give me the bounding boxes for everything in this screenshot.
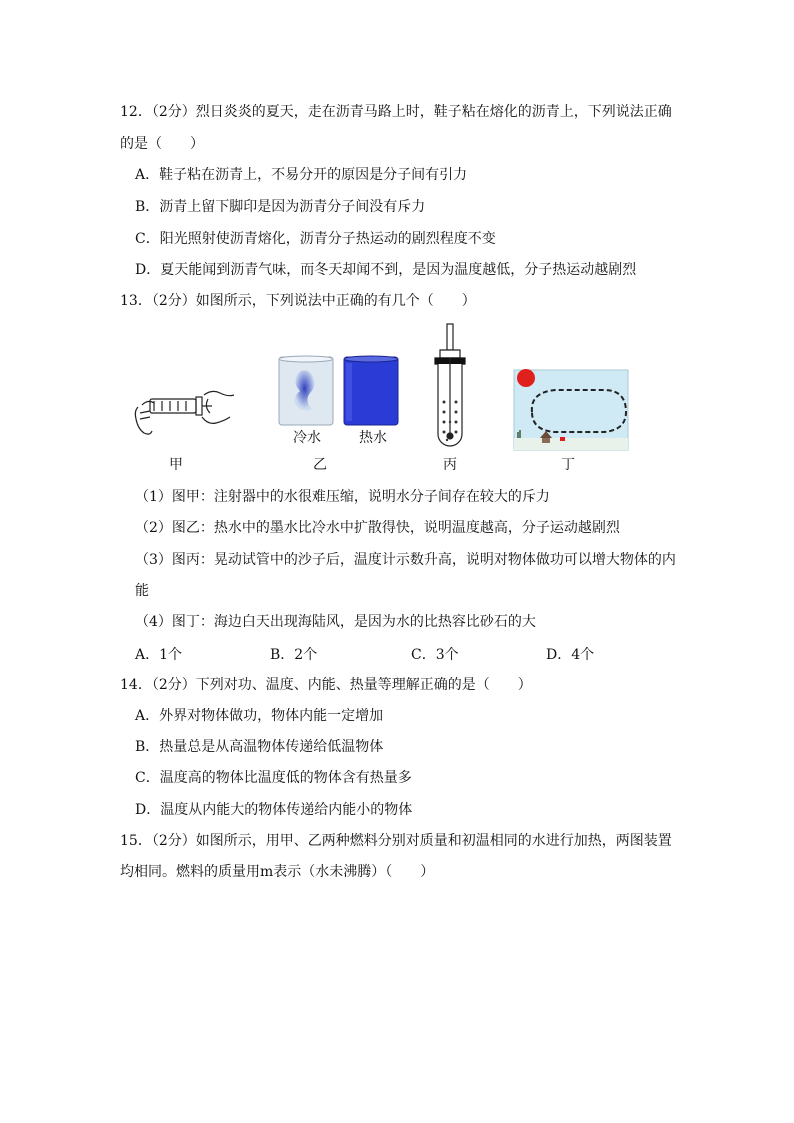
q12-stem-line2: 的是（ ） [120, 136, 204, 152]
figure-label-yi: 乙 [313, 457, 327, 473]
figure-label-bing: 丙 [443, 457, 457, 473]
q13-statement-3-cont: 能 [135, 583, 149, 599]
figure-label-jia: 甲 [169, 457, 183, 473]
q13-statement-3: （3）图丙：晃动试管中的沙子后，温度计示数升高，说明对物体做功可以增大物体的内 [135, 552, 676, 568]
sea-breeze-figure [512, 366, 630, 452]
q13-statement-4: （4）图丁：海边白天出现海陆风，是因为水的比热容比砂石的大 [135, 614, 536, 630]
syringe-figure [132, 385, 236, 445]
q15-stem-line1: 15．（2分）如图所示，用甲、乙两种燃料分别对质量和初温相同的水进行加热，两图装置 [120, 833, 672, 849]
q13-option-b: B．2个 [270, 647, 318, 663]
q15-stem-line2: 均相同。燃料的质量用m表示（水未沸腾）（ ） [120, 864, 435, 880]
q12-option-b: B．沥青上留下脚印是因为沥青分子间没有斥力 [135, 199, 426, 215]
figure-label-ding: 丁 [561, 457, 575, 473]
q13-option-d: D．4个 [546, 647, 595, 663]
q13-statement-1: （1）图甲：注射器中的水很难压缩，说明水分子间存在较大的斥力 [135, 489, 550, 505]
test-tube-figure [432, 322, 468, 452]
q13-option-a: A．1个 [135, 647, 183, 663]
q12-option-d: D．夏天能闻到沥青气味，而冬天却闻不到，是因为温度越低，分子热运动越剧烈 [135, 262, 637, 278]
q12-option-c: C．阳光照射使沥青熔化，沥青分子热运动的剧烈程度不变 [135, 231, 496, 247]
q14-option-a: A．外界对物体做功，物体内能一定增加 [135, 708, 384, 724]
beakers-figure [276, 353, 402, 427]
q12-stem-line1: 12．（2分）烈日炎炎的夏天，走在沥青马路上时，鞋子粘在熔化的沥青上，下列说法正确 [120, 104, 672, 120]
q14-option-b: B．热量总是从高温物体传递给低温物体 [135, 739, 384, 755]
q13-option-c: C．3个 [411, 647, 459, 663]
q14-option-d: D．温度从内能大的物体传递给内能小的物体 [135, 802, 413, 818]
q13-stem: 13．（2分）如图所示，下列说法中正确的有几个（ ） [120, 293, 476, 309]
beaker-label-cold: 冷水 [293, 430, 321, 446]
q14-stem: 14．（2分）下列对功、温度、内能、热量等理解正确的是（ ） [120, 677, 532, 693]
q13-statement-2: （2）图乙：热水中的墨水比冷水中扩散得快，说明温度越高，分子运动越剧烈 [135, 520, 620, 536]
q12-option-a: A．鞋子粘在沥青上，不易分开的原因是分子间有引力 [135, 167, 468, 183]
beaker-label-hot: 热水 [359, 430, 387, 446]
q14-option-c: C．温度高的物体比温度低的物体含有热量多 [135, 770, 412, 786]
